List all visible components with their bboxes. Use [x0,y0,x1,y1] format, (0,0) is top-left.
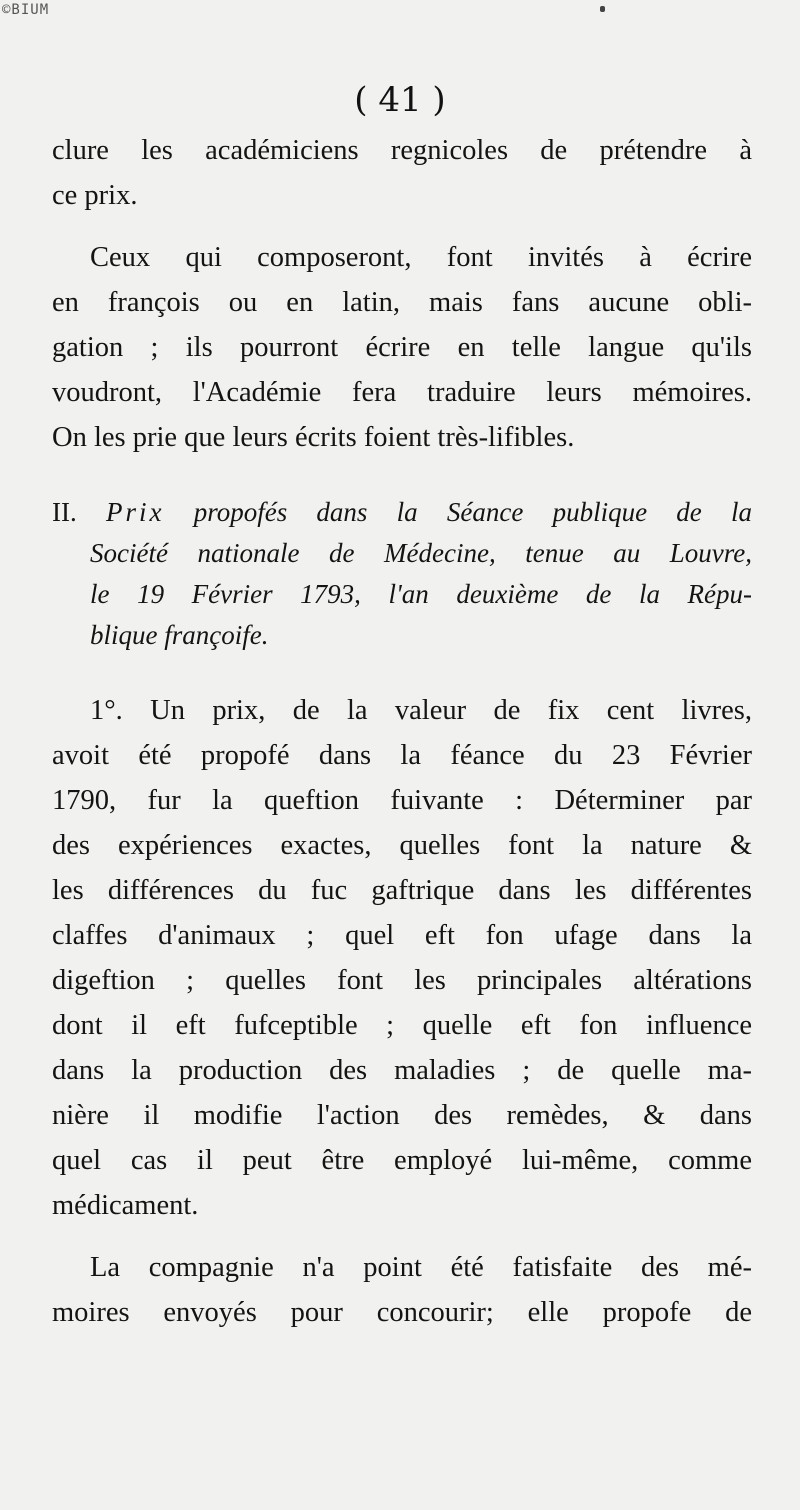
text-line: dans la production des maladies ; de quelle ma- [52,1055,752,1086]
text-line: ce prix. [52,180,138,211]
text-line: en françois ou en latin, mais fans aucune obli- [52,287,752,318]
paragraph-gap [52,1228,752,1245]
text-line: digeftion ; quelles font les principales altérations [52,965,752,996]
text-line: Ceux qui composeront, font invités à écrire [90,242,752,273]
heading-text: propofés dans la Séance publique de la [164,497,752,527]
text-line: avoit été propofé dans la féance du 23 Février [52,740,752,771]
text-line: moires envoyés pour concourir; elle propofe de [52,1297,752,1328]
ink-spot [600,6,605,12]
text-line: gation ; ils pourront écrire en telle langue qu'ils [52,332,752,363]
text-line: claffes d'animaux ; quel eft fon ufage dans la [52,920,752,951]
section-heading [52,492,752,656]
text-line: La compagnie n'a point été fatisfaite des mé- [90,1252,752,1283]
text-line: quel cas il peut être employé lui-même, comme [52,1145,752,1176]
heading-line [52,492,752,533]
heading-line: le 19 Février 1793, l'an deuxième de la Répu- [90,579,752,609]
heading-smallcaps: Prix [105,497,165,527]
text-line: dont il eft fufceptible ; quelle eft fon influence [52,1010,752,1041]
text-line: nière il modifie l'action des remèdes, & dans [52,1100,752,1131]
text-line: 1°. Un prix, de la valeur de fix cent livres, [90,695,752,726]
paragraph-gap [52,218,752,235]
page-number: ( 41 ) [354,80,446,120]
heading-line: Société nationale de Médecine, tenue au Louvre, [90,538,752,568]
watermark: ©BIUM [2,2,50,18]
text-line: les différences du fuc gaftrique dans les différentes [52,875,752,906]
text-line: clure les académiciens regnicoles de prétendre à [52,135,752,166]
heading-line: blique françoife. [90,620,269,650]
text-line: des expériences exactes, quelles font la nature & [52,830,752,861]
text-line: voudront, l'Académie fera traduire leurs mémoires. [52,377,752,408]
text-line: médicament. [52,1190,199,1221]
section-number: II. [52,497,77,527]
section-gap [52,656,752,688]
text-line: 1790, fur la queftion fuivante : Déterminer par [52,785,752,816]
section-gap [52,460,752,492]
text-line: On les prie que leurs écrits foient très-lifibles. [52,422,575,453]
page-body [52,128,752,1335]
